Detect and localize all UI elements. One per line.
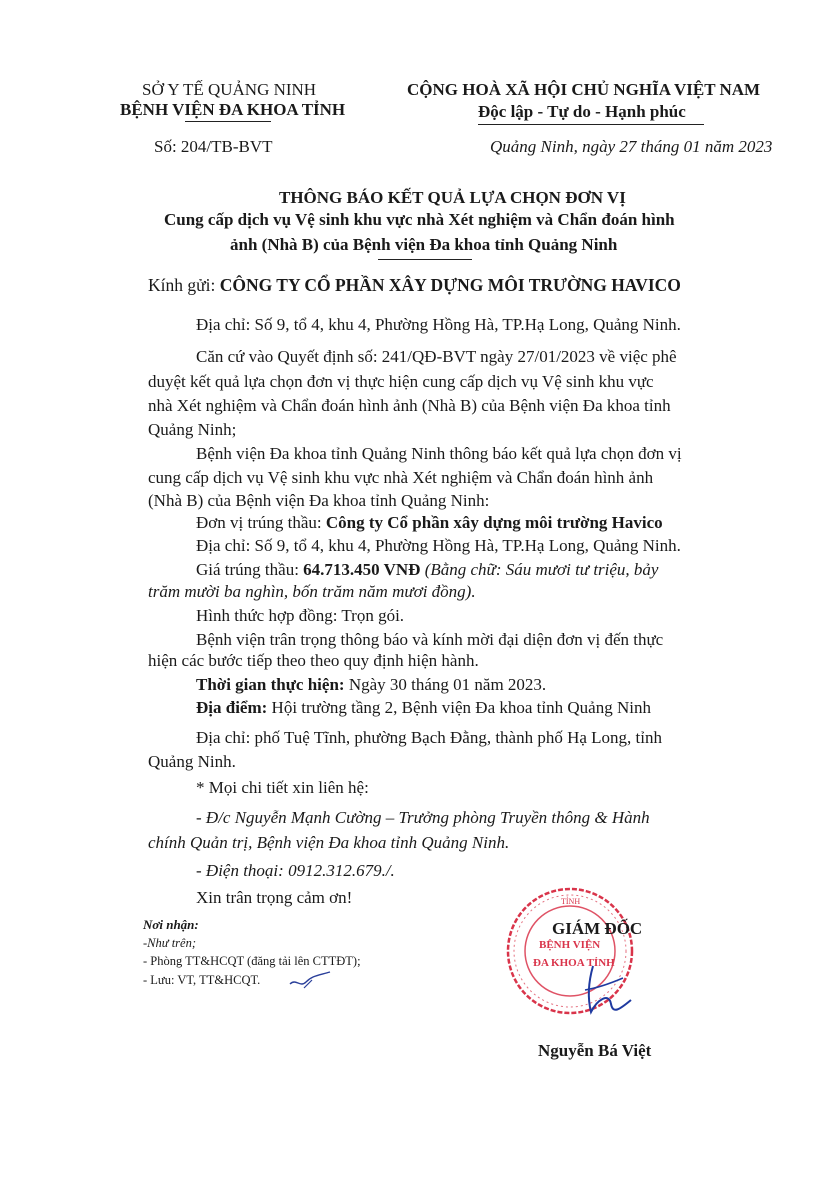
venue-label: Địa điểm:: [196, 698, 268, 717]
contact-intro: * Mọi chi tiết xin liên hệ:: [196, 778, 369, 797]
venue-address-2: Quảng Ninh.: [148, 752, 236, 771]
basis-line-2: duyệt kết quả lựa chọn đơn vị thực hiện cung cấp dịch vụ Vệ sinh khu vực: [148, 372, 654, 391]
doc-number: Số: 204/TB-BVT: [154, 137, 273, 156]
signature-scribble-icon: [575, 960, 645, 1020]
doc-title: THÔNG BÁO KẾT QUẢ LỰA CHỌN ĐƠN VỊ: [279, 188, 626, 207]
contact-phone: - Điện thoại: 0912.312.679./.: [196, 861, 395, 880]
winner-address: Địa chỉ: Số 9, tổ 4, khu 4, Phường Hồng Hà, TP.Hạ Long, Quảng Ninh.: [196, 536, 681, 555]
place-date: Quảng Ninh, ngày 27 tháng 01 năm 2023: [490, 137, 773, 156]
contact-person-1: - Đ/c Nguyễn Mạnh Cường – Trưởng phòng Truyền thông & Hành: [196, 808, 650, 827]
venue-value: Hội trường tầng 2, Bệnh viện Đa khoa tỉnh Quảng Ninh: [267, 698, 651, 717]
org-parent: SỞ Y TẾ QUẢNG NINH: [142, 80, 317, 99]
price: [196, 560, 658, 580]
contact-person-2: chính Quản trị, Bệnh viện Đa khoa tỉnh Quảng Ninh.: [148, 833, 510, 852]
basis-line-3: nhà Xét nghiệm và Chẩn đoán hình ảnh (Nhà B) của Bệnh viện Đa khoa tỉnh: [148, 396, 671, 415]
recipients-title: Nơi nhận:: [143, 917, 199, 932]
signer-position: GIÁM ĐỐC: [552, 919, 643, 938]
recipients-item-2: - Phòng TT&HCQT (đăng tải lên CTTĐT);: [143, 954, 361, 968]
contract-form: Hình thức hợp đồng: Trọn gói.: [196, 606, 405, 625]
motto-underline: [478, 124, 704, 125]
doc-subtitle-line1: Cung cấp dịch vụ Vệ sinh khu vực nhà Xét nghiệm và Chẩn đoán hình: [164, 210, 675, 229]
basis-line-1: Căn cứ vào Quyết định số: 241/QĐ-BVT ngày 27/01/2023 về việc phê: [196, 347, 677, 366]
time-label: Thời gian thực hiện:: [196, 675, 345, 694]
signer-name: Nguyễn Bá Việt: [538, 1041, 652, 1060]
recipient-name: CÔNG TY CỔ PHẦN XÂY DỰNG MÔI TRƯỜNG HAVICO: [219, 275, 681, 295]
doc-subtitle-line2: ảnh (Nhà B) của Bệnh viện Đa khoa tỉnh Quảng Ninh: [230, 235, 618, 254]
seal-line-2: ĐA KHOA TỈNH: [533, 957, 615, 969]
seal-line-1: BỆNH VIỆN: [539, 939, 601, 951]
motto: Độc lập - Tự do - Hạnh phúc: [478, 102, 686, 121]
price-words-2: trăm mười ba nghìn, bốn trăm năm mươi đồng).: [148, 582, 476, 601]
notice-line-3: (Nhà B) của Bệnh viện Đa khoa tỉnh Quảng Ninh:: [148, 491, 490, 510]
invite-line-2: hiện các bước tiếp theo theo quy định hiện hành.: [148, 651, 479, 670]
initial-mark-icon: [286, 970, 334, 992]
time-value: Ngày 30 tháng 01 năm 2023.: [344, 675, 547, 694]
recipient-label: Kính gửi:: [148, 275, 220, 295]
recipient: [148, 275, 681, 296]
price-words-1: (Bằng chữ: Sáu mươi tư triệu, bảy: [420, 560, 659, 579]
winner-name: Công ty Cổ phần xây dựng môi trường Havico: [325, 513, 663, 532]
org-name: BỆNH VIỆN ĐA KHOA TỈNH: [120, 100, 346, 119]
price-value: 64.713.450 VNĐ: [303, 560, 421, 579]
recipient-address: Địa chỉ: Số 9, tổ 4, khu 4, Phường Hồng Hà, TP.Hạ Long, Quảng Ninh.: [196, 315, 681, 334]
recipients-item-1: -Như trên;: [143, 936, 196, 950]
winner: [196, 513, 663, 533]
price-label: Giá trúng thầu:: [196, 560, 304, 579]
recipients-item-3: - Lưu: VT, TT&HCQT.: [143, 973, 261, 987]
title-underline: [378, 259, 472, 260]
winner-label: Đơn vị trúng thầu:: [196, 513, 326, 532]
seal-top-text: TỈNH: [561, 897, 581, 906]
thanks: Xin trân trọng cảm ơn!: [196, 888, 353, 907]
invite-line-1: Bệnh viện trân trọng thông báo và kính mời đại diện đơn vị đến thực: [196, 630, 664, 649]
venue: [196, 698, 651, 718]
notice-line-2: cung cấp dịch vụ Vệ sinh khu vực nhà Xét nghiệm và Chẩn đoán hình ảnh: [148, 468, 654, 487]
country-name: CỘNG HOÀ XÃ HỘI CHỦ NGHĨA VIỆT NAM: [407, 80, 761, 99]
execution-time: [196, 675, 546, 695]
notice-line-1: Bệnh viện Đa khoa tỉnh Quảng Ninh thông báo kết quả lựa chọn đơn vị: [196, 444, 682, 463]
basis-line-4: Quảng Ninh;: [148, 420, 237, 439]
org-underline: [185, 121, 271, 122]
venue-address-1: Địa chỉ: phố Tuệ Tĩnh, phường Bạch Đằng, thành phố Hạ Long, tỉnh: [196, 728, 662, 747]
